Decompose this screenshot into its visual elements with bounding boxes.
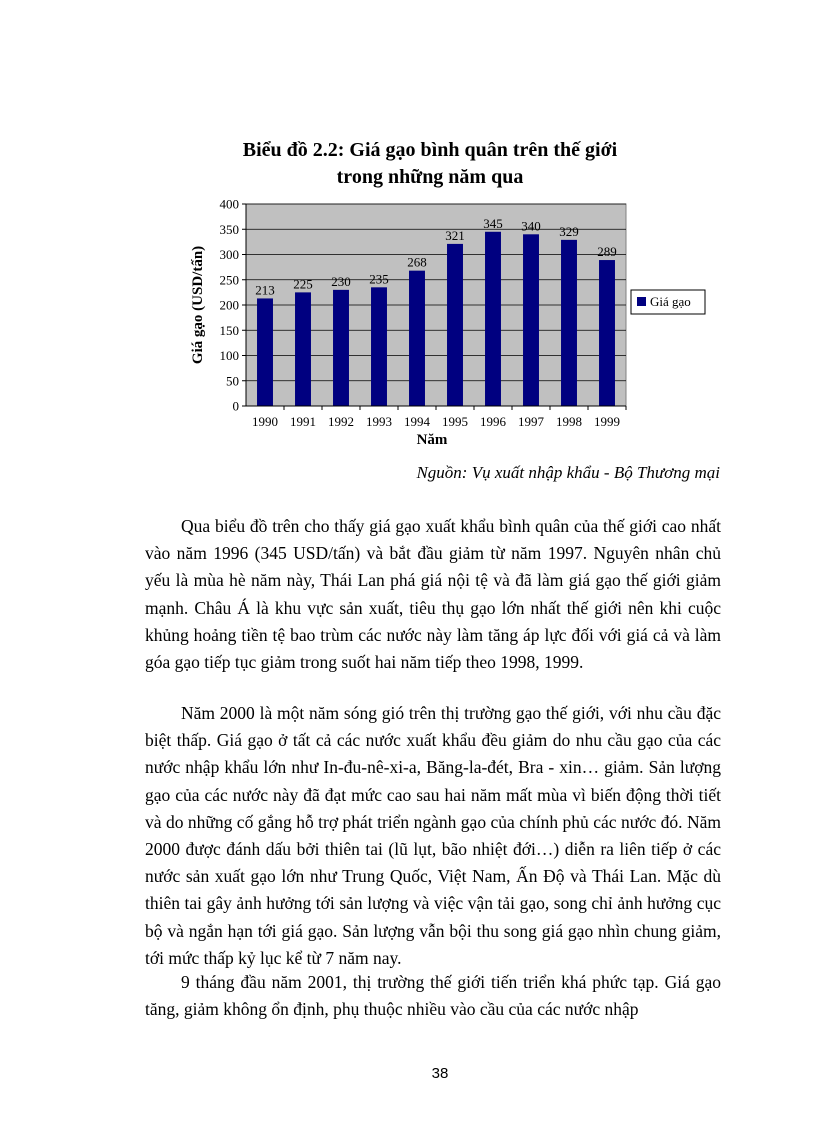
bar-1990 [257, 298, 273, 406]
bar-value-label-1997: 340 [521, 218, 541, 234]
legend-swatch [637, 297, 646, 306]
bar-1991 [295, 292, 311, 406]
y-tick-label-300: 300 [219, 247, 239, 262]
x-tick-label-1994: 1994 [404, 414, 430, 429]
bar-1996 [485, 232, 501, 406]
bar-value-label-1998: 329 [559, 223, 579, 239]
bar-1994 [409, 271, 425, 406]
x-tick-label-1995: 1995 [442, 414, 468, 429]
paragraph-3: 9 tháng đầu năm 2001, thị trường thế giới tiến triển khá phức tạp. Giá gạo tăng, giảm không ổn định, phụ thuộc nhiều vào cầu của các nước nhập [145, 972, 721, 1020]
y-tick-label-100: 100 [219, 348, 239, 363]
chart-title-line1: Biểu đồ 2.2: Giá gạo bình quân trên thế giới [242, 139, 618, 161]
y-tick-label-150: 150 [219, 322, 239, 338]
legend [631, 290, 705, 314]
x-tick-label-1997: 1997 [518, 414, 544, 429]
bar-value-label-1999: 289 [597, 244, 617, 260]
source-note: Nguồn: Vụ xuất nhập khẩu - Bộ Thương mại [416, 463, 720, 482]
bar-value-label-1996: 345 [483, 215, 503, 231]
bar-value-label-1991: 225 [293, 276, 313, 292]
legend-label: Giá gạo [650, 294, 691, 309]
x-tick-label-1999: 1999 [594, 414, 620, 429]
y-tick-label-400: 400 [219, 196, 239, 212]
x-tick-label-1993: 1993 [366, 414, 392, 429]
bar-value-label-1992: 230 [331, 273, 351, 289]
chart-title-line2: trong những năm qua [336, 166, 524, 188]
y-axis-label: Giá gạo (USD/tấn) [190, 245, 206, 365]
x-tick-label-1991: 1991 [290, 414, 316, 429]
y-tick-label-350: 350 [219, 221, 239, 237]
bar-1992 [333, 290, 349, 406]
bar-1998 [561, 240, 577, 406]
x-tick-label-1990: 1990 [252, 414, 278, 429]
rice-price-chart [180, 192, 740, 454]
bar-value-label-1993: 235 [369, 271, 389, 287]
bar-value-label-1990: 213 [255, 282, 275, 298]
bar-1999 [599, 260, 615, 406]
x-tick-label-1992: 1992 [328, 414, 354, 429]
y-tick-label-0: 0 [232, 398, 239, 414]
paragraph-2: Năm 2000 là một năm sóng gió trên thị trường gạo thế giới, với nhu cầu đặc biệt thấp. Giá gạo ở tất cả các nước xuất khẩu đều giảm do nhu cầu gạo của các nước nhập khẩu lớn như In-đu-nê-xi-a, Băng-la-đét, Bra - xin… giảm. Sản lượng gạo của các nước này đã đạt mức cao sau hai năm mất mùa vì biến động thời tiết và do những cố gắng hỗ trợ phát triển ngành gạo của chính phủ các nước đó. Năm 2000 được đánh dấu bởi thiên tai (lũ lụt, bão nhiệt đới…) diễn ra liên tiếp ở các nước sản xuất gạo lớn như Trung Quốc, Việt Nam, Ấn Độ và Thái Lan. Mặc dù thiên tai gây ảnh hưởng tới sản lượng và việc vận tải gạo, song chỉ ảnh hưởng cục bộ và ngắn hạn tới giá gạo. Sản lượng vẫn bội thu song giá gạo nhìn chung giảm, tới mức thấp kỷ lục kể từ 7 năm nay. [145, 703, 721, 968]
bar-1997 [523, 234, 539, 406]
paragraph-1: Qua biểu đồ trên cho thấy giá gạo xuất khẩu bình quân của thế giới cao nhất vào năm 1996 (345 USD/tấn) và bắt đầu giảm từ năm 1997. Nguyên nhân chủ yếu là mùa hè năm này, Thái Lan phá giá nội tệ và đã làm giá gạo thế giới giảm mạnh. Châu Á là khu vực sản xuất, tiêu thụ gạo lớn nhất thế giới nên khi cuộc khủng hoảng tiền tệ bao trùm các nước này làm tăng áp lực đối với giá cả và làm góa gạo tiếp tục giảm trong suốt hai năm tiếp theo 1998, 1999. [145, 516, 721, 673]
x-tick-label-1996: 1996 [480, 414, 506, 429]
x-axis-label: Năm [416, 432, 448, 448]
y-tick-label-250: 250 [219, 272, 239, 288]
bar-1993 [371, 287, 387, 406]
x-tick-label-1998: 1998 [556, 414, 582, 429]
y-tick-label-200: 200 [219, 297, 239, 313]
bar-value-label-1995: 321 [445, 227, 465, 243]
bar-value-label-1994: 268 [407, 254, 427, 270]
y-tick-label-50: 50 [226, 373, 239, 389]
bar-1995 [447, 244, 463, 406]
page-number: 38 [431, 1065, 449, 1082]
